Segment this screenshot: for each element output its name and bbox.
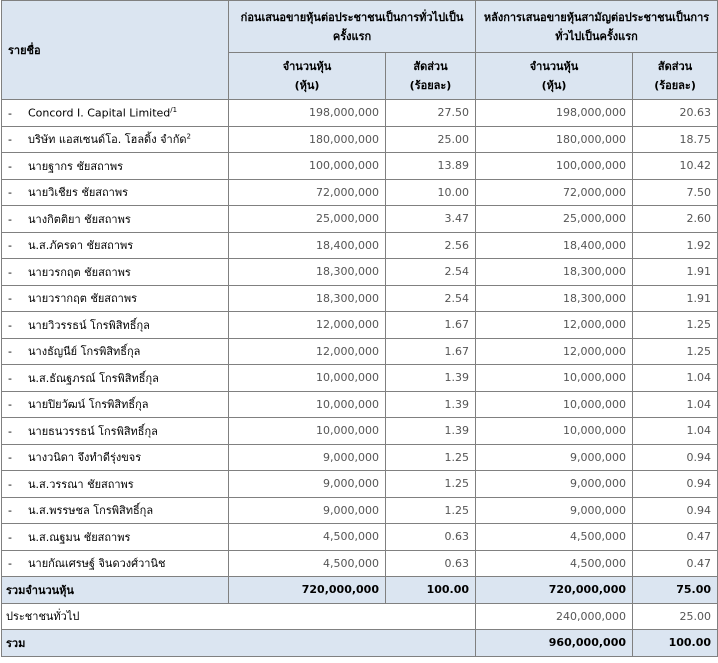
- table-row: [2, 471, 718, 498]
- subtotal-after-shares: 720,000,000: [476, 577, 633, 604]
- header-after-shares: จำนวนหุ้น (หุ้น): [476, 53, 633, 100]
- after-shares: 198,000,000: [476, 100, 633, 127]
- bullet-dash: -: [8, 265, 12, 279]
- shareholder-name-text: น.ส.วรรณา ชัยสถาพร: [28, 477, 134, 491]
- before-pct: 1.39: [386, 365, 476, 392]
- before-shares: 12,000,000: [229, 338, 386, 365]
- after-shares: 12,000,000: [476, 312, 633, 339]
- after-shares: 18,400,000: [476, 232, 633, 259]
- before-pct: 1.25: [386, 444, 476, 471]
- shareholder-name: [2, 497, 229, 524]
- after-pct: 10.42: [633, 153, 718, 180]
- grand-total-label: รวม: [2, 630, 476, 657]
- before-shares: 10,000,000: [229, 391, 386, 418]
- before-shares: 4,500,000: [229, 524, 386, 551]
- after-shares: 9,000,000: [476, 471, 633, 498]
- shareholder-name: [2, 259, 229, 286]
- after-shares: 72,000,000: [476, 179, 633, 206]
- shareholder-name-text: นายวิวรรธน์ โกรพิสิทธิ์กุล: [28, 318, 150, 332]
- bullet-dash: -: [8, 477, 12, 491]
- before-pct: 1.67: [386, 338, 476, 365]
- before-shares: 10,000,000: [229, 418, 386, 445]
- before-shares: 72,000,000: [229, 179, 386, 206]
- bullet-dash: -: [8, 530, 12, 544]
- subtotal-before-shares: 720,000,000: [229, 577, 386, 604]
- subtotal-after-pct: 75.00: [633, 577, 718, 604]
- public-row: [2, 603, 718, 630]
- after-pct: 1.04: [633, 391, 718, 418]
- bullet-dash: -: [8, 239, 12, 253]
- header-before-shares: จำนวนหุ้น (หุ้น): [229, 53, 386, 100]
- header-before-ratio: สัดส่วน (ร้อยละ): [386, 53, 476, 100]
- after-pct: 7.50: [633, 179, 718, 206]
- bullet-dash: -: [8, 451, 12, 465]
- shareholder-name: [2, 153, 229, 180]
- table-row: [2, 550, 718, 577]
- bullet-dash: -: [8, 292, 12, 306]
- shareholder-table: [1, 0, 718, 657]
- shareholder-name-text: นายกัณเศรษฐ์ จินดวงศ์วานิช: [28, 557, 166, 571]
- after-pct: 1.04: [633, 365, 718, 392]
- before-pct: 2.54: [386, 285, 476, 312]
- before-shares: 100,000,000: [229, 153, 386, 180]
- before-pct: 1.39: [386, 391, 476, 418]
- after-pct: 20.63: [633, 100, 718, 127]
- shareholder-name-text: น.ส.ธัณฐภรณ์ โกรพิสิทธิ์กุล: [28, 371, 159, 385]
- before-pct: 2.54: [386, 259, 476, 286]
- after-shares: 18,300,000: [476, 259, 633, 286]
- shareholder-name: [2, 338, 229, 365]
- subtotal-before-pct: 100.00: [386, 577, 476, 604]
- shareholder-name-text: นายฐากร ชัยสถาพร: [28, 159, 124, 173]
- shareholder-name-text: น.ส.ณฐมน ชัยสถาพร: [28, 530, 131, 544]
- after-shares: 12,000,000: [476, 338, 633, 365]
- after-shares: 9,000,000: [476, 444, 633, 471]
- table-row: [2, 365, 718, 392]
- shareholder-name-text: นายวรกฤต ชัยสถาพร: [28, 265, 131, 279]
- after-pct: 1.91: [633, 285, 718, 312]
- bullet-dash: -: [8, 133, 12, 147]
- grand-total-after-pct: 100.00: [633, 630, 718, 657]
- table-row: [2, 497, 718, 524]
- before-pct: 13.89: [386, 153, 476, 180]
- after-pct: 0.94: [633, 471, 718, 498]
- bullet-dash: -: [8, 557, 12, 571]
- bullet-dash: -: [8, 159, 12, 173]
- after-pct: 1.25: [633, 312, 718, 339]
- shareholder-name: [2, 285, 229, 312]
- header-name: รายชื่อ: [2, 1, 229, 100]
- bullet-dash: -: [8, 106, 12, 120]
- bullet-dash: -: [8, 186, 12, 200]
- shareholder-name-text: นายวิเชียร ชัยสถาพร: [28, 186, 129, 200]
- table-row: [2, 232, 718, 259]
- shareholder-name-text: นายปิยวัฒน์ โกรพิสิทธิ์กุล: [28, 398, 149, 412]
- before-pct: 10.00: [386, 179, 476, 206]
- after-shares: 10,000,000: [476, 365, 633, 392]
- bullet-dash: -: [8, 371, 12, 385]
- grand-total-after-shares: 960,000,000: [476, 630, 633, 657]
- shareholder-name-text: นางวนิดา จึงทำดีรุ่งขจร: [28, 451, 142, 465]
- after-shares: 100,000,000: [476, 153, 633, 180]
- before-pct: 2.56: [386, 232, 476, 259]
- table-row: [2, 179, 718, 206]
- after-shares: 18,300,000: [476, 285, 633, 312]
- shareholder-name: [2, 312, 229, 339]
- after-shares: 10,000,000: [476, 418, 633, 445]
- public-after-shares: 240,000,000: [476, 603, 633, 630]
- shareholder-name-text: Concord I. Capital Limited: [28, 106, 171, 120]
- shareholder-name: [2, 444, 229, 471]
- shareholder-name: [2, 206, 229, 233]
- table-row: [2, 338, 718, 365]
- after-shares: 4,500,000: [476, 524, 633, 551]
- shareholder-name: [2, 471, 229, 498]
- before-pct: 1.25: [386, 471, 476, 498]
- after-pct: 1.91: [633, 259, 718, 286]
- table-row: [2, 312, 718, 339]
- shareholder-name-text: นางกิตติยา ชัยสถาพร: [28, 212, 131, 226]
- after-shares: 4,500,000: [476, 550, 633, 577]
- before-shares: 9,000,000: [229, 444, 386, 471]
- table-row: [2, 153, 718, 180]
- before-shares: 9,000,000: [229, 471, 386, 498]
- header-after-ratio: สัดส่วน (ร้อยละ): [633, 53, 718, 100]
- bullet-dash: -: [8, 504, 12, 518]
- shareholder-name: [2, 391, 229, 418]
- bullet-dash: -: [8, 398, 12, 412]
- shareholder-name: [2, 365, 229, 392]
- footnote-marker: /1: [170, 105, 178, 114]
- before-shares: 4,500,000: [229, 550, 386, 577]
- before-pct: 0.63: [386, 524, 476, 551]
- after-pct: 18.75: [633, 126, 718, 153]
- bullet-dash: -: [8, 318, 12, 332]
- shareholder-name-text: นางธัญนีย์ โกรพิสิทธิ์กุล: [28, 345, 141, 359]
- grand-total-row: [2, 630, 718, 657]
- shareholder-name: [2, 100, 229, 127]
- before-pct: 1.39: [386, 418, 476, 445]
- shareholder-name: [2, 418, 229, 445]
- before-shares: 25,000,000: [229, 206, 386, 233]
- before-pct: 1.25: [386, 497, 476, 524]
- after-pct: 1.92: [633, 232, 718, 259]
- after-pct: 0.47: [633, 524, 718, 551]
- after-pct: 0.94: [633, 444, 718, 471]
- shareholder-name-text: บริษัท แอสเซนด์โอ. โฮลดิ้ง จำกัด: [28, 133, 187, 147]
- before-pct: 1.67: [386, 312, 476, 339]
- footnote-marker: 2: [186, 132, 191, 141]
- subtotal-row: [2, 577, 718, 604]
- shareholder-name: [2, 524, 229, 551]
- shareholder-name-text: น.ส.ภัครดา ชัยสถาพร: [28, 239, 134, 253]
- table-row: [2, 418, 718, 445]
- table-row: [2, 126, 718, 153]
- shareholder-name-text: นายวรากฤต ชัยสถาพร: [28, 292, 137, 306]
- header-after-offering: หลังการเสนอขายหุ้นสามัญต่อประชาชนเป็นการทั่วไปเป็นครั้งแรก: [476, 1, 718, 53]
- table-row: [2, 259, 718, 286]
- table-row: [2, 206, 718, 233]
- shareholder-name: [2, 126, 229, 153]
- before-pct: 0.63: [386, 550, 476, 577]
- shareholder-name: [2, 550, 229, 577]
- bullet-dash: -: [8, 345, 12, 359]
- header-before-offering: ก่อนเสนอขายหุ้นต่อประชาชนเป็นการทั่วไปเป็นครั้งแรก: [229, 1, 476, 53]
- after-shares: 9,000,000: [476, 497, 633, 524]
- before-shares: 12,000,000: [229, 312, 386, 339]
- after-shares: 180,000,000: [476, 126, 633, 153]
- after-shares: 10,000,000: [476, 391, 633, 418]
- after-pct: 0.94: [633, 497, 718, 524]
- bullet-dash: -: [8, 424, 12, 438]
- after-pct: 0.47: [633, 550, 718, 577]
- after-pct: 1.25: [633, 338, 718, 365]
- public-label: ประชาชนทั่วไป: [2, 603, 476, 630]
- after-shares: 25,000,000: [476, 206, 633, 233]
- shareholder-name: [2, 179, 229, 206]
- bullet-dash: -: [8, 212, 12, 226]
- after-pct: 1.04: [633, 418, 718, 445]
- before-shares: 9,000,000: [229, 497, 386, 524]
- before-pct: 3.47: [386, 206, 476, 233]
- before-shares: 18,300,000: [229, 259, 386, 286]
- before-shares: 10,000,000: [229, 365, 386, 392]
- after-pct: 2.60: [633, 206, 718, 233]
- table-row: [2, 524, 718, 551]
- public-after-pct: 25.00: [633, 603, 718, 630]
- before-shares: 180,000,000: [229, 126, 386, 153]
- before-shares: 18,400,000: [229, 232, 386, 259]
- before-pct: 27.50: [386, 100, 476, 127]
- before-shares: 198,000,000: [229, 100, 386, 127]
- before-shares: 18,300,000: [229, 285, 386, 312]
- shareholder-name-text: น.ส.พรรษชล โกรพิสิทธิ์กุล: [28, 504, 154, 518]
- before-pct: 25.00: [386, 126, 476, 153]
- table-row: [2, 100, 718, 127]
- table-row: [2, 391, 718, 418]
- table-row: [2, 285, 718, 312]
- table-row: [2, 444, 718, 471]
- shareholder-name: [2, 232, 229, 259]
- shareholder-name-text: นายธนวรรธน์ โกรพิสิทธิ์กุล: [28, 424, 158, 438]
- subtotal-label: รวมจำนวนหุ้น: [2, 577, 229, 604]
